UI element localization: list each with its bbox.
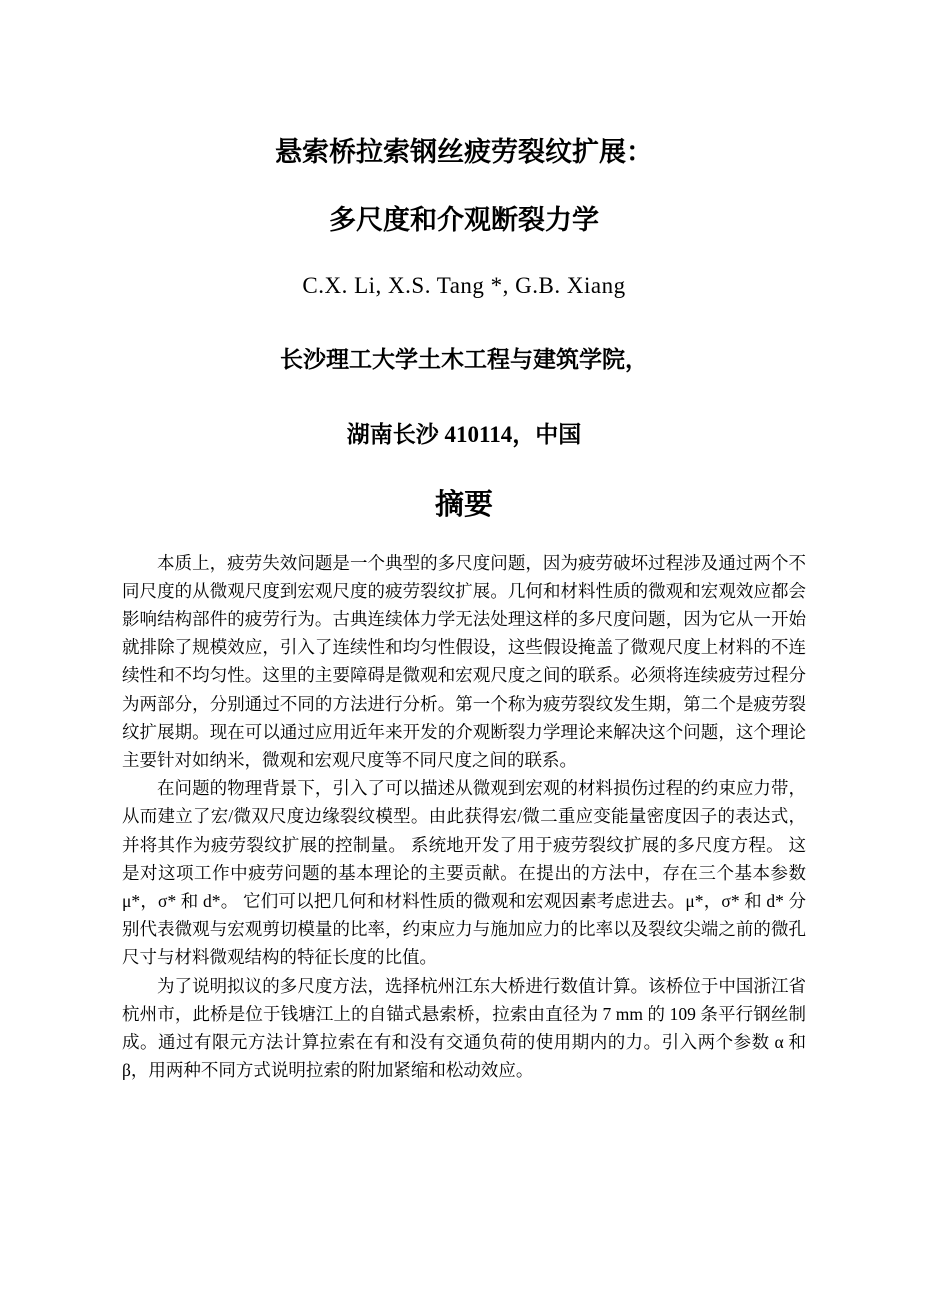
authors-line: C.X. Li, X.S. Tang *, G.B. Xiang bbox=[302, 272, 626, 298]
paper-title-line-1: 悬索桥拉索钢丝疲劳裂纹扩展： bbox=[275, 137, 653, 167]
abstract-paragraph-1: 本质上，疲劳失效问题是一个典型的多尺度问题，因为疲劳破坏过程涉及通过两个不同尺度的从微观尺度到宏观尺度的疲劳裂纹扩展。几何和材料性质的微观和宏观效应都会影响结构部件的疲劳行为。古典连续体力学无法处理这样的多尺度问题，因为它从一开始就排除了规模效应，引入了连续性和均匀性假设，这些假设掩盖了微观尺度上材料的不连续性和不均匀性。这里的主要障碍是微观和宏观尺度之间的联系。必须将连续疲劳过程分为两部分，分别通过不同的方法进行分析。第一个称为疲劳裂纹发生期，第二个是疲劳裂纹扩展期。现在可以通过应用近年来开发的介观断裂力学理论来解决这个问题，这个理论主要针对如纳米，微观和宏观尺度等不同尺度之间的联系。 bbox=[122, 552, 806, 770]
abstract-body bbox=[122, 549, 806, 1085]
paper-title-line-2: 多尺度和介观断裂力学 bbox=[329, 204, 599, 235]
abstract-paragraph-2: 在问题的物理背景下，引入了可以描述从微观到宏观的材料损伤过程的约束应力带，从而建立了宏/微双尺度边缘裂纹模型。由此获得宏/微二重应变能量密度因子的表达式，并将其作为疲劳裂纹扩展的控制量。 系统地开发了用于疲劳裂纹扩展的多尺度方程。 这是对这项工作中疲劳问题的基本理论的主要贡献。在提出的方法中，存在三个基本参数 μ*，σ* 和 d*。 它们可以把几何和材料性质的微观和宏观因素考虑进去。μ*，σ* 和 d* 分别代表微观与宏观剪切模量的比率，约束应力与施加应力的比率以及裂纹尖端之前的微孔尺寸与材料微观结构的特征长度的比值。 bbox=[122, 778, 806, 968]
affiliation-line-1: 长沙理工大学土木工程与建筑学院， bbox=[280, 347, 648, 373]
abstract-paragraph-3: 为了说明拟议的多尺度方法，选择杭州江东大桥进行数值计算。该桥位于中国浙江省杭州市，此桥是位于钱塘江上的自锚式悬索桥，拉索由直径为 7 mm 的 109 条平行钢丝制成。通过有限元方法计算拉索在有和没有交通负荷的使用期内的力。引入两个参数 α 和 β，用两种不同方式说明拉索的附加紧缩和松动效应。 bbox=[122, 975, 806, 1081]
affiliation-line-2: 湖南长沙 410114，中国 bbox=[346, 422, 582, 447]
abstract-heading: 摘要 bbox=[434, 488, 493, 521]
